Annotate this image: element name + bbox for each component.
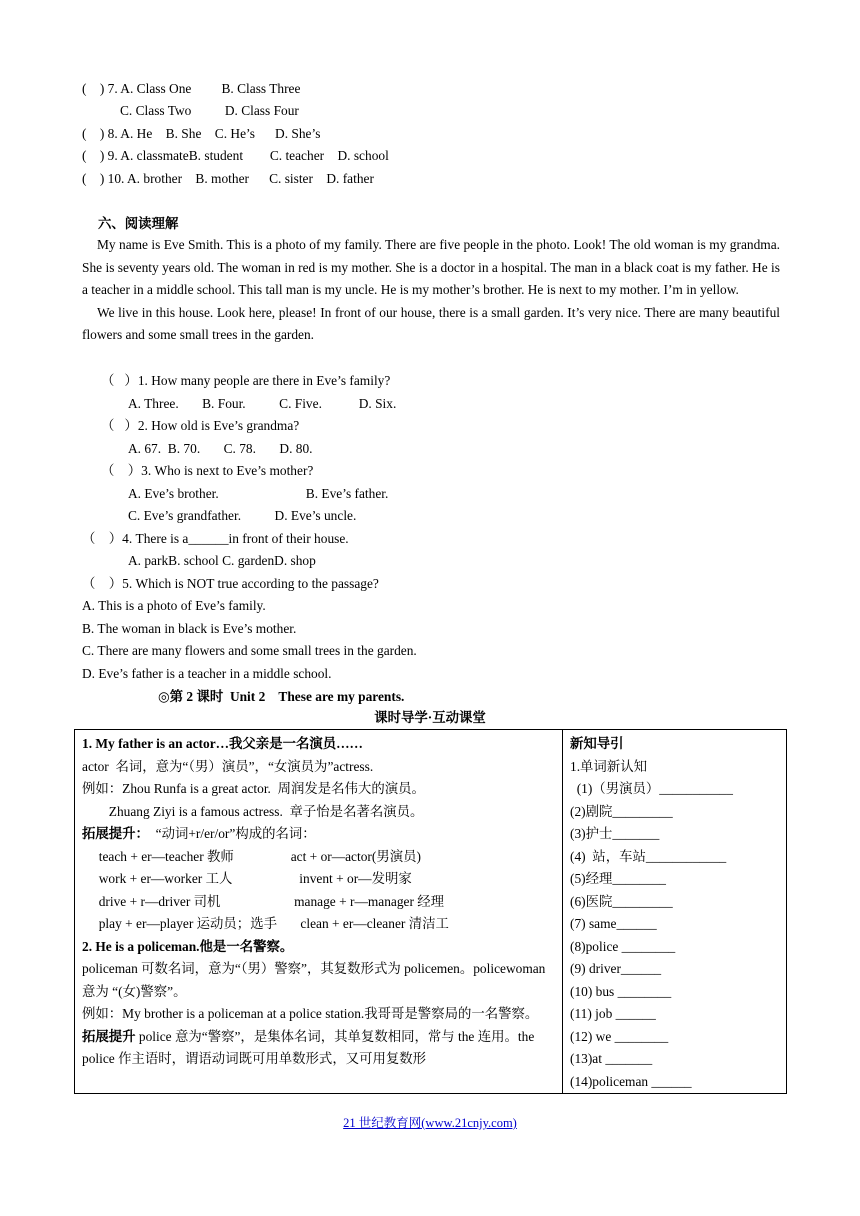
reading-question-1: （ ）1. How many people are there in Eve’s family? <box>101 373 391 388</box>
reading-question-5: （ ）5. Which is NOT true according to the passage? <box>82 576 379 591</box>
reading-question-5-option-b: B. The woman in black is Eve’s mother. <box>82 621 297 636</box>
section-2-definition: policeman 可数名词，意为“（男）警察”，其复数形式为 policemen。policewoman 意为 “(女)警察”。 <box>82 961 546 999</box>
vocabulary-item: (8)police ________ <box>570 938 676 954</box>
reading-heading: 六、阅读理解 <box>98 216 179 231</box>
word-formation-row: play + er—player 运动员；选手 clean + er—cleaner 清洁工 <box>82 916 449 931</box>
word-formation-row: teach + er—teacher 教师 act + or—actor(男演员) <box>82 848 421 864</box>
reading-question-5-option-c: C. There are many flowers and some small trees in the garden. <box>82 643 417 658</box>
word-formation-row: work + er—worker 工人 invent + or—发明家 <box>82 871 412 886</box>
guide-table <box>74 729 787 1094</box>
reading-question-4-options: A. parkB. school C. gardenD. shop <box>128 553 316 568</box>
choice-question-7-options: C. Class Two D. Class Four <box>120 103 299 118</box>
lesson-subtitle: 课时导学·互动课堂 <box>374 710 486 725</box>
section-1-extension <box>82 823 556 846</box>
reading-question-5-option-d: D. Eve’s father is a teacher in a middle school. <box>82 666 332 681</box>
choice-question-10: ( ) 10. A. brother B. mother C. sister D. father <box>82 171 374 186</box>
reading-passage <box>82 234 780 347</box>
extension-text: police 意为“警察”，是集体名词，其单复数相同，常与 the 连用。the police 作主语时，谓语动词既可用单数形式，又可用复数形 <box>82 1028 535 1066</box>
extension-text: “动词+r/er/or”构成的名词： <box>148 826 316 841</box>
explanation-column <box>75 730 563 1094</box>
choice-question-7: ( ) 7. A. Class One B. Class Three <box>82 81 301 96</box>
word-formation-row: drive + r—driver 司机 manage + r—manager 经理 <box>82 893 445 909</box>
vocabulary-item: (10) bus ________ <box>570 983 672 999</box>
vocabulary-item: (12) we ________ <box>570 1028 669 1044</box>
section-2-title: 2. He is a policeman.他是一名警察。 <box>82 938 294 954</box>
reading-question-3-options-ab: A. Eve’s brother. B. Eve’s father. <box>128 486 389 501</box>
reading-question-2: （ ）2. How old is Eve’s grandma? <box>101 418 300 433</box>
section-1-example-1: 例如：Zhou Runfa is a great actor. 周润发是名伟大的演员。 <box>82 781 425 796</box>
vocabulary-item: (7) same______ <box>570 916 657 931</box>
vocabulary-item: (5)经理________ <box>570 871 666 886</box>
vocabulary-item: (6)医院_________ <box>570 893 673 909</box>
vocabulary-item: (14)policeman ______ <box>570 1073 692 1089</box>
reading-paragraph: We live in this house. Look here, please! In front of our house, there is a small garden. It’s very nice. There are many beautiful flowers and some small trees in the garden. <box>82 304 780 342</box>
reading-paragraph: My name is Eve Smith. This is a photo of my family. There are five people in the photo. Look! The old woman is my grandma. She is seventy years old. The woman in red is my mother. She is a doctor in a hospital. The man in a black coat is my father. He is a teacher in a middle school. This tall man is my uncle. He is my mother’s brother. He is next to my mother. I’m in yellow. <box>82 237 780 297</box>
choice-question-8: ( ) 8. A. He B. She C. He’s D. She’s <box>82 126 321 141</box>
section-2-extension <box>82 1026 556 1071</box>
new-knowledge-column <box>563 730 787 1094</box>
vocabulary-item: (9) driver______ <box>570 961 662 976</box>
vocabulary-subtitle: 1.单词新认知 <box>570 758 647 774</box>
vocabulary-item: (3)护士_______ <box>570 826 660 841</box>
new-knowledge-title: 新知导引 <box>570 736 624 751</box>
vocabulary-item: (2)剧院_________ <box>570 803 673 819</box>
section-1-example-2: Zhuang Ziyi is a famous actress. 章子怡是名著名演员。 <box>82 803 424 819</box>
lesson-title: ◎第 2 课时 Unit 2 These are my parents. <box>158 689 405 704</box>
extension-label: 拓展提升 <box>82 1028 136 1044</box>
footer-link[interactable]: 21 世纪教育网(www.21cnjy.com) <box>343 1116 517 1130</box>
choice-question-9: ( ) 9. A. classmateB. student C. teacher D. school <box>82 148 389 163</box>
reading-question-2-options: A. 67. B. 70. C. 78. D. 80. <box>128 441 313 456</box>
section-2-example: 例如：My brother is a policeman at a police station.我哥哥是警察局的一名警察。 <box>82 1006 539 1021</box>
vocabulary-item: (1)（男演员）___________ <box>570 781 733 796</box>
reading-question-1-options: A. Three. B. Four. C. Five. D. Six. <box>128 396 397 411</box>
vocabulary-item: (13)at _______ <box>570 1051 653 1066</box>
section-1-title: 1. My father is an actor…我父亲是一名演员…… <box>82 736 363 751</box>
vocabulary-item: (4) 站，车站____________ <box>570 848 727 864</box>
section-1-definition: actor 名词，意为“（男）演员”，“女演员为”actress. <box>82 758 374 774</box>
extension-label: 拓展提升： <box>82 826 149 841</box>
reading-question-5-option-a: A. This is a photo of Eve’s family. <box>82 598 266 613</box>
reading-question-3-options-cd: C. Eve’s grandfather. D. Eve’s uncle. <box>128 508 357 523</box>
reading-question-4: （ ）4. There is a______in front of their house. <box>82 531 349 546</box>
reading-question-3: （ ）3. Who is next to Eve’s mother? <box>101 463 314 478</box>
vocabulary-item: (11) job ______ <box>570 1006 656 1021</box>
